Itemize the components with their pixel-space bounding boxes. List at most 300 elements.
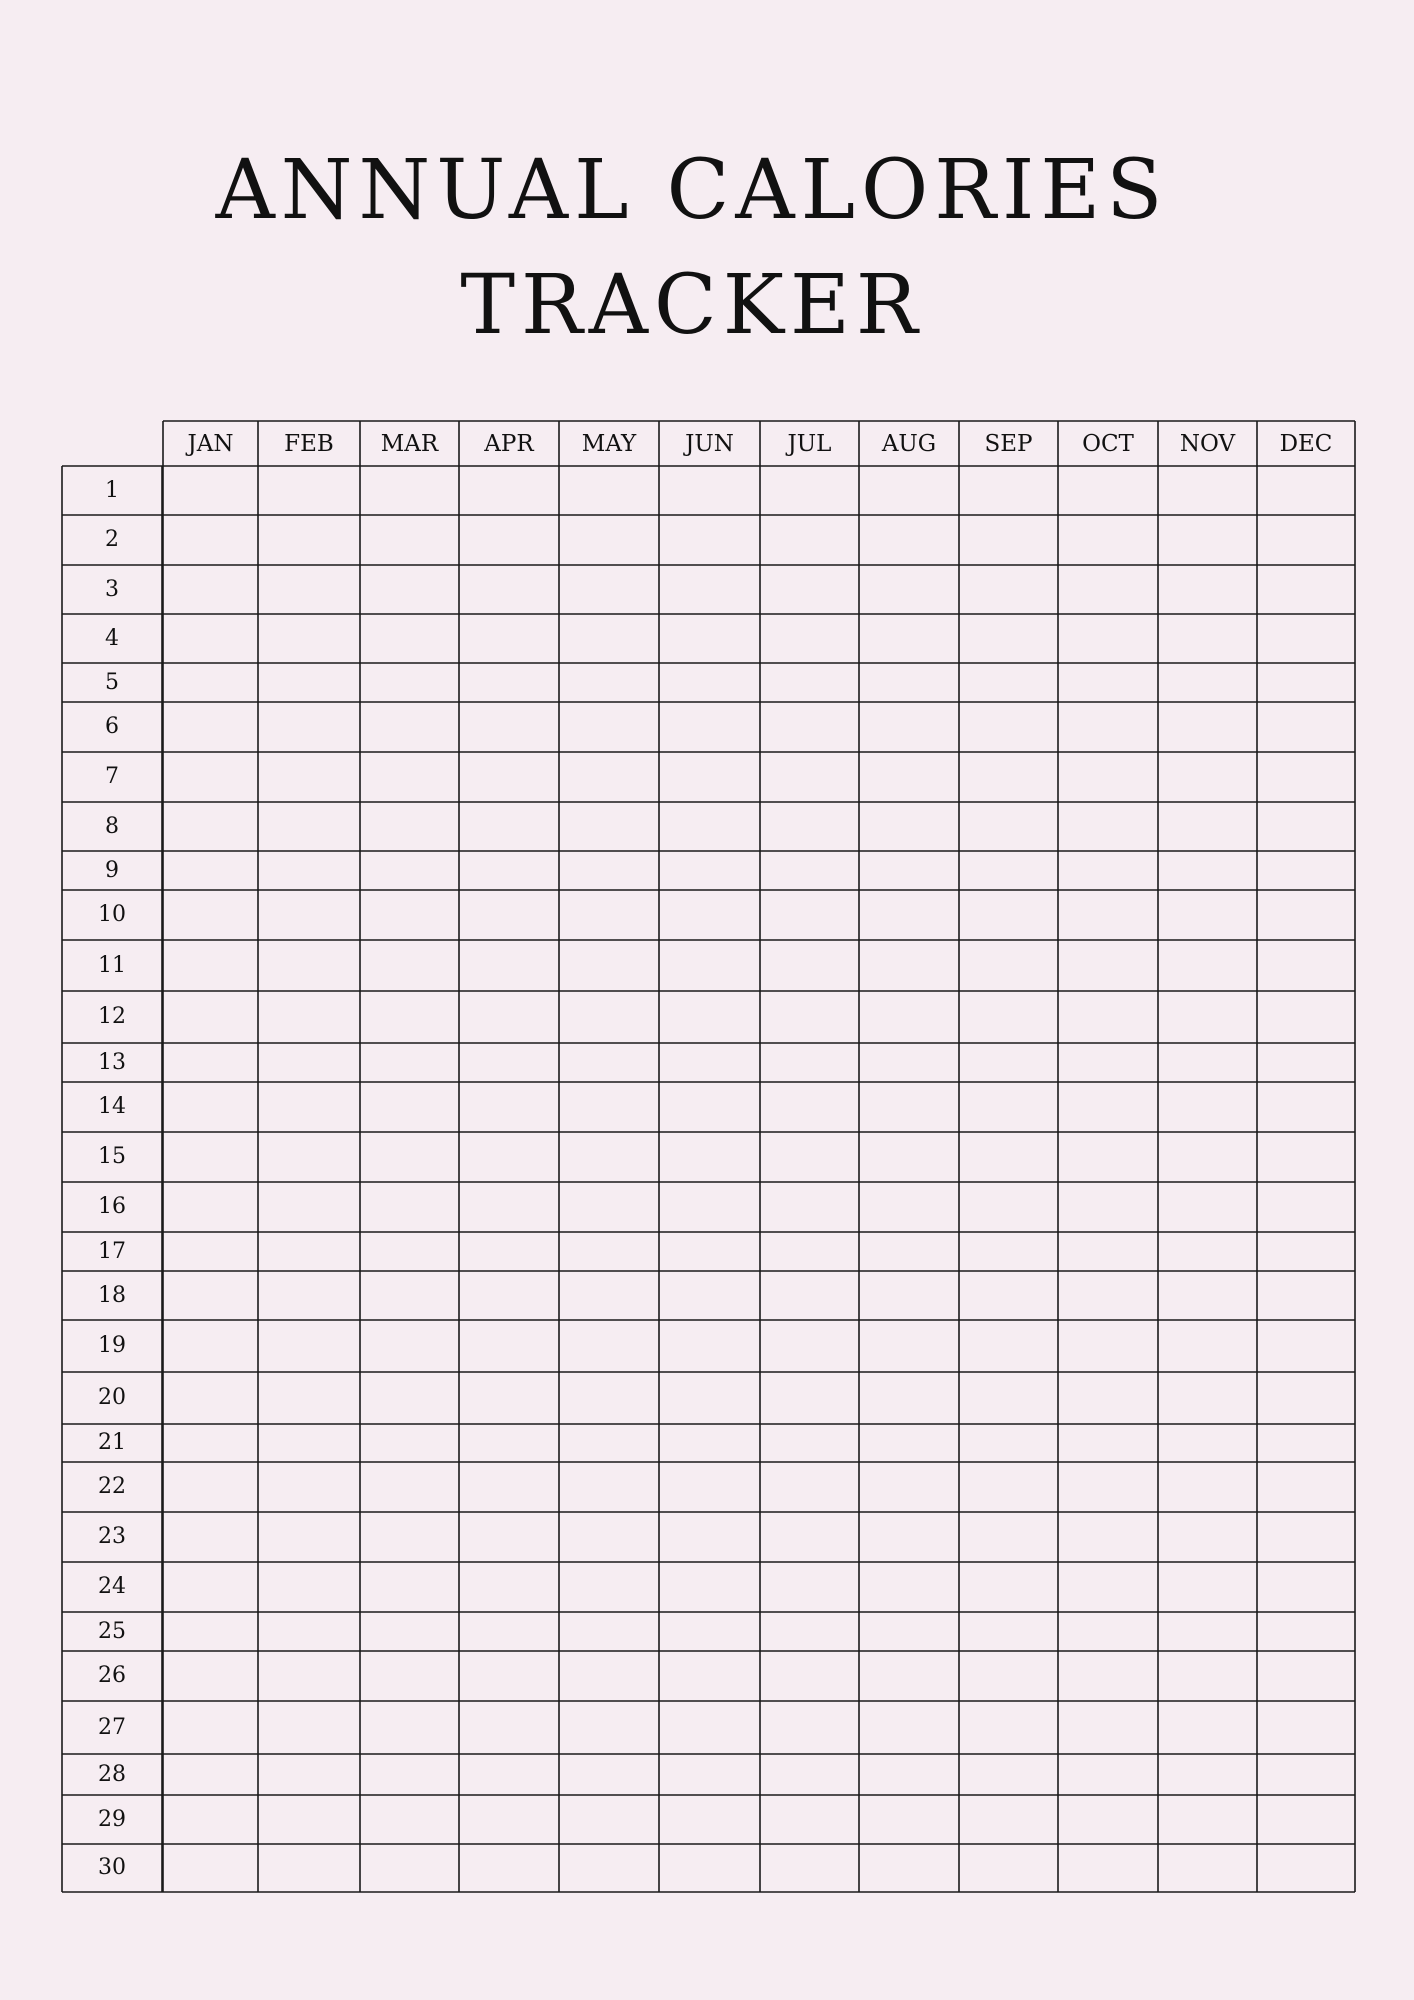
calorie-cell-mar-3[interactable] bbox=[360, 565, 459, 614]
calorie-cell-sep-6[interactable] bbox=[959, 702, 1058, 752]
calorie-cell-aug-26[interactable] bbox=[859, 1651, 959, 1701]
calorie-cell-mar-7[interactable] bbox=[360, 752, 459, 802]
calorie-cell-feb-15[interactable] bbox=[258, 1132, 360, 1182]
calorie-cell-feb-21[interactable] bbox=[258, 1424, 360, 1462]
calorie-cell-jan-22[interactable] bbox=[163, 1462, 258, 1512]
calorie-cell-may-20[interactable] bbox=[559, 1372, 659, 1424]
calorie-cell-aug-20[interactable] bbox=[859, 1372, 959, 1424]
calorie-cell-jul-26[interactable] bbox=[760, 1651, 859, 1701]
calorie-cell-aug-7[interactable] bbox=[859, 752, 959, 802]
calorie-cell-aug-29[interactable] bbox=[859, 1795, 959, 1844]
calorie-cell-jan-26[interactable] bbox=[163, 1651, 258, 1701]
calorie-cell-mar-29[interactable] bbox=[360, 1795, 459, 1844]
calorie-cell-feb-6[interactable] bbox=[258, 702, 360, 752]
calorie-cell-feb-19[interactable] bbox=[258, 1320, 360, 1372]
calorie-cell-jan-9[interactable] bbox=[163, 851, 258, 890]
calorie-cell-dec-8[interactable] bbox=[1257, 802, 1355, 851]
calorie-cell-feb-13[interactable] bbox=[258, 1043, 360, 1082]
calorie-cell-sep-10[interactable] bbox=[959, 890, 1058, 940]
calorie-cell-jun-6[interactable] bbox=[659, 702, 760, 752]
calorie-cell-jun-19[interactable] bbox=[659, 1320, 760, 1372]
calorie-cell-feb-29[interactable] bbox=[258, 1795, 360, 1844]
calorie-cell-jun-26[interactable] bbox=[659, 1651, 760, 1701]
calorie-cell-sep-26[interactable] bbox=[959, 1651, 1058, 1701]
calorie-cell-mar-14[interactable] bbox=[360, 1082, 459, 1132]
calorie-cell-may-21[interactable] bbox=[559, 1424, 659, 1462]
calorie-cell-dec-5[interactable] bbox=[1257, 663, 1355, 702]
calorie-cell-may-5[interactable] bbox=[559, 663, 659, 702]
calorie-cell-may-26[interactable] bbox=[559, 1651, 659, 1701]
calorie-cell-feb-30[interactable] bbox=[258, 1844, 360, 1892]
calorie-cell-jul-9[interactable] bbox=[760, 851, 859, 890]
calorie-cell-nov-6[interactable] bbox=[1158, 702, 1257, 752]
calorie-cell-dec-6[interactable] bbox=[1257, 702, 1355, 752]
calorie-cell-apr-4[interactable] bbox=[459, 614, 559, 663]
calorie-cell-sep-23[interactable] bbox=[959, 1512, 1058, 1562]
calorie-cell-jan-16[interactable] bbox=[163, 1182, 258, 1232]
calorie-cell-mar-26[interactable] bbox=[360, 1651, 459, 1701]
calorie-cell-jan-29[interactable] bbox=[163, 1795, 258, 1844]
calorie-cell-aug-23[interactable] bbox=[859, 1512, 959, 1562]
calorie-cell-apr-12[interactable] bbox=[459, 991, 559, 1043]
calorie-cell-may-29[interactable] bbox=[559, 1795, 659, 1844]
calorie-cell-nov-24[interactable] bbox=[1158, 1562, 1257, 1612]
calorie-cell-aug-2[interactable] bbox=[859, 515, 959, 565]
calorie-cell-apr-18[interactable] bbox=[459, 1271, 559, 1320]
calorie-cell-mar-23[interactable] bbox=[360, 1512, 459, 1562]
calorie-cell-jun-25[interactable] bbox=[659, 1612, 760, 1651]
calorie-cell-sep-20[interactable] bbox=[959, 1372, 1058, 1424]
calorie-cell-jul-1[interactable] bbox=[760, 466, 859, 515]
calorie-cell-apr-15[interactable] bbox=[459, 1132, 559, 1182]
calorie-cell-jun-5[interactable] bbox=[659, 663, 760, 702]
calorie-cell-mar-19[interactable] bbox=[360, 1320, 459, 1372]
calorie-cell-aug-21[interactable] bbox=[859, 1424, 959, 1462]
calorie-cell-nov-14[interactable] bbox=[1158, 1082, 1257, 1132]
calorie-cell-may-11[interactable] bbox=[559, 940, 659, 991]
calorie-cell-jan-18[interactable] bbox=[163, 1271, 258, 1320]
calorie-cell-apr-6[interactable] bbox=[459, 702, 559, 752]
calorie-cell-jun-9[interactable] bbox=[659, 851, 760, 890]
calorie-cell-dec-11[interactable] bbox=[1257, 940, 1355, 991]
calorie-cell-apr-9[interactable] bbox=[459, 851, 559, 890]
calorie-cell-may-4[interactable] bbox=[559, 614, 659, 663]
calorie-cell-sep-15[interactable] bbox=[959, 1132, 1058, 1182]
calorie-cell-sep-29[interactable] bbox=[959, 1795, 1058, 1844]
calorie-cell-dec-27[interactable] bbox=[1257, 1701, 1355, 1754]
calorie-cell-mar-17[interactable] bbox=[360, 1232, 459, 1271]
calorie-cell-jan-12[interactable] bbox=[163, 991, 258, 1043]
calorie-cell-oct-24[interactable] bbox=[1058, 1562, 1158, 1612]
calorie-cell-mar-15[interactable] bbox=[360, 1132, 459, 1182]
calorie-cell-oct-1[interactable] bbox=[1058, 466, 1158, 515]
calorie-cell-dec-29[interactable] bbox=[1257, 1795, 1355, 1844]
calorie-cell-apr-27[interactable] bbox=[459, 1701, 559, 1754]
calorie-cell-aug-13[interactable] bbox=[859, 1043, 959, 1082]
calorie-cell-dec-3[interactable] bbox=[1257, 565, 1355, 614]
calorie-cell-jan-15[interactable] bbox=[163, 1132, 258, 1182]
calorie-cell-nov-11[interactable] bbox=[1158, 940, 1257, 991]
calorie-cell-jan-23[interactable] bbox=[163, 1512, 258, 1562]
calorie-cell-dec-10[interactable] bbox=[1257, 890, 1355, 940]
calorie-cell-aug-11[interactable] bbox=[859, 940, 959, 991]
calorie-cell-jul-10[interactable] bbox=[760, 890, 859, 940]
calorie-cell-jun-10[interactable] bbox=[659, 890, 760, 940]
calorie-cell-jul-22[interactable] bbox=[760, 1462, 859, 1512]
calorie-cell-feb-20[interactable] bbox=[258, 1372, 360, 1424]
calorie-cell-oct-8[interactable] bbox=[1058, 802, 1158, 851]
calorie-cell-dec-20[interactable] bbox=[1257, 1372, 1355, 1424]
calorie-cell-nov-9[interactable] bbox=[1158, 851, 1257, 890]
calorie-cell-nov-17[interactable] bbox=[1158, 1232, 1257, 1271]
calorie-cell-mar-6[interactable] bbox=[360, 702, 459, 752]
calorie-cell-feb-7[interactable] bbox=[258, 752, 360, 802]
calorie-cell-apr-23[interactable] bbox=[459, 1512, 559, 1562]
calorie-cell-may-18[interactable] bbox=[559, 1271, 659, 1320]
calorie-cell-may-15[interactable] bbox=[559, 1132, 659, 1182]
calorie-cell-apr-25[interactable] bbox=[459, 1612, 559, 1651]
calorie-cell-dec-18[interactable] bbox=[1257, 1271, 1355, 1320]
calorie-cell-oct-28[interactable] bbox=[1058, 1754, 1158, 1795]
calorie-cell-mar-11[interactable] bbox=[360, 940, 459, 991]
calorie-cell-may-13[interactable] bbox=[559, 1043, 659, 1082]
calorie-cell-dec-25[interactable] bbox=[1257, 1612, 1355, 1651]
calorie-cell-nov-21[interactable] bbox=[1158, 1424, 1257, 1462]
calorie-cell-oct-10[interactable] bbox=[1058, 890, 1158, 940]
calorie-cell-apr-22[interactable] bbox=[459, 1462, 559, 1512]
calorie-cell-may-7[interactable] bbox=[559, 752, 659, 802]
calorie-cell-apr-2[interactable] bbox=[459, 515, 559, 565]
calorie-cell-nov-5[interactable] bbox=[1158, 663, 1257, 702]
calorie-cell-aug-10[interactable] bbox=[859, 890, 959, 940]
calorie-cell-jan-8[interactable] bbox=[163, 802, 258, 851]
calorie-cell-dec-17[interactable] bbox=[1257, 1232, 1355, 1271]
calorie-cell-may-19[interactable] bbox=[559, 1320, 659, 1372]
calorie-cell-feb-18[interactable] bbox=[258, 1271, 360, 1320]
calorie-cell-sep-9[interactable] bbox=[959, 851, 1058, 890]
calorie-cell-dec-7[interactable] bbox=[1257, 752, 1355, 802]
calorie-cell-jul-23[interactable] bbox=[760, 1512, 859, 1562]
calorie-cell-jan-25[interactable] bbox=[163, 1612, 258, 1651]
calorie-cell-sep-13[interactable] bbox=[959, 1043, 1058, 1082]
calorie-cell-jun-28[interactable] bbox=[659, 1754, 760, 1795]
calorie-cell-sep-1[interactable] bbox=[959, 466, 1058, 515]
calorie-cell-apr-17[interactable] bbox=[459, 1232, 559, 1271]
calorie-cell-mar-4[interactable] bbox=[360, 614, 459, 663]
calorie-cell-sep-16[interactable] bbox=[959, 1182, 1058, 1232]
calorie-cell-apr-28[interactable] bbox=[459, 1754, 559, 1795]
calorie-cell-apr-7[interactable] bbox=[459, 752, 559, 802]
calorie-cell-jun-29[interactable] bbox=[659, 1795, 760, 1844]
calorie-cell-nov-12[interactable] bbox=[1158, 991, 1257, 1043]
calorie-cell-aug-9[interactable] bbox=[859, 851, 959, 890]
calorie-cell-dec-9[interactable] bbox=[1257, 851, 1355, 890]
calorie-cell-dec-16[interactable] bbox=[1257, 1182, 1355, 1232]
calorie-cell-jul-14[interactable] bbox=[760, 1082, 859, 1132]
calorie-cell-jul-20[interactable] bbox=[760, 1372, 859, 1424]
calorie-cell-apr-13[interactable] bbox=[459, 1043, 559, 1082]
calorie-cell-nov-16[interactable] bbox=[1158, 1182, 1257, 1232]
calorie-cell-jul-15[interactable] bbox=[760, 1132, 859, 1182]
calorie-cell-feb-11[interactable] bbox=[258, 940, 360, 991]
calorie-cell-may-24[interactable] bbox=[559, 1562, 659, 1612]
calorie-cell-jul-27[interactable] bbox=[760, 1701, 859, 1754]
calorie-cell-may-14[interactable] bbox=[559, 1082, 659, 1132]
calorie-cell-feb-1[interactable] bbox=[258, 466, 360, 515]
calorie-cell-feb-4[interactable] bbox=[258, 614, 360, 663]
calorie-cell-apr-5[interactable] bbox=[459, 663, 559, 702]
calorie-cell-feb-2[interactable] bbox=[258, 515, 360, 565]
calorie-cell-may-27[interactable] bbox=[559, 1701, 659, 1754]
calorie-cell-jul-4[interactable] bbox=[760, 614, 859, 663]
calorie-cell-mar-1[interactable] bbox=[360, 466, 459, 515]
calorie-cell-nov-13[interactable] bbox=[1158, 1043, 1257, 1082]
calorie-cell-jun-15[interactable] bbox=[659, 1132, 760, 1182]
calorie-cell-dec-26[interactable] bbox=[1257, 1651, 1355, 1701]
calorie-cell-oct-20[interactable] bbox=[1058, 1372, 1158, 1424]
calorie-cell-jun-20[interactable] bbox=[659, 1372, 760, 1424]
calorie-cell-apr-20[interactable] bbox=[459, 1372, 559, 1424]
calorie-cell-may-25[interactable] bbox=[559, 1612, 659, 1651]
calorie-cell-jan-3[interactable] bbox=[163, 565, 258, 614]
calorie-cell-aug-22[interactable] bbox=[859, 1462, 959, 1512]
calorie-cell-feb-25[interactable] bbox=[258, 1612, 360, 1651]
calorie-cell-mar-16[interactable] bbox=[360, 1182, 459, 1232]
calorie-cell-mar-21[interactable] bbox=[360, 1424, 459, 1462]
calorie-cell-sep-18[interactable] bbox=[959, 1271, 1058, 1320]
calorie-cell-oct-26[interactable] bbox=[1058, 1651, 1158, 1701]
calorie-cell-oct-19[interactable] bbox=[1058, 1320, 1158, 1372]
calorie-cell-aug-14[interactable] bbox=[859, 1082, 959, 1132]
calorie-cell-oct-7[interactable] bbox=[1058, 752, 1158, 802]
calorie-cell-apr-14[interactable] bbox=[459, 1082, 559, 1132]
calorie-cell-dec-21[interactable] bbox=[1257, 1424, 1355, 1462]
calorie-cell-apr-1[interactable] bbox=[459, 466, 559, 515]
calorie-cell-aug-5[interactable] bbox=[859, 663, 959, 702]
calorie-cell-may-8[interactable] bbox=[559, 802, 659, 851]
calorie-cell-jan-19[interactable] bbox=[163, 1320, 258, 1372]
calorie-cell-jul-29[interactable] bbox=[760, 1795, 859, 1844]
calorie-cell-oct-27[interactable] bbox=[1058, 1701, 1158, 1754]
calorie-cell-jan-2[interactable] bbox=[163, 515, 258, 565]
calorie-cell-mar-2[interactable] bbox=[360, 515, 459, 565]
calorie-cell-mar-13[interactable] bbox=[360, 1043, 459, 1082]
calorie-cell-jul-7[interactable] bbox=[760, 752, 859, 802]
calorie-cell-feb-23[interactable] bbox=[258, 1512, 360, 1562]
calorie-cell-oct-16[interactable] bbox=[1058, 1182, 1158, 1232]
calorie-cell-mar-27[interactable] bbox=[360, 1701, 459, 1754]
calorie-cell-mar-30[interactable] bbox=[360, 1844, 459, 1892]
calorie-cell-jul-12[interactable] bbox=[760, 991, 859, 1043]
calorie-cell-feb-26[interactable] bbox=[258, 1651, 360, 1701]
calorie-cell-dec-24[interactable] bbox=[1257, 1562, 1355, 1612]
calorie-cell-jan-7[interactable] bbox=[163, 752, 258, 802]
calorie-cell-feb-3[interactable] bbox=[258, 565, 360, 614]
calorie-cell-jul-19[interactable] bbox=[760, 1320, 859, 1372]
calorie-cell-jan-1[interactable] bbox=[163, 466, 258, 515]
calorie-cell-feb-8[interactable] bbox=[258, 802, 360, 851]
calorie-cell-nov-2[interactable] bbox=[1158, 515, 1257, 565]
calorie-cell-may-22[interactable] bbox=[559, 1462, 659, 1512]
calorie-cell-feb-16[interactable] bbox=[258, 1182, 360, 1232]
calorie-cell-jul-3[interactable] bbox=[760, 565, 859, 614]
calorie-cell-nov-27[interactable] bbox=[1158, 1701, 1257, 1754]
calorie-cell-apr-30[interactable] bbox=[459, 1844, 559, 1892]
calorie-cell-nov-3[interactable] bbox=[1158, 565, 1257, 614]
calorie-cell-jun-11[interactable] bbox=[659, 940, 760, 991]
calorie-cell-aug-4[interactable] bbox=[859, 614, 959, 663]
calorie-cell-jan-24[interactable] bbox=[163, 1562, 258, 1612]
calorie-cell-dec-12[interactable] bbox=[1257, 991, 1355, 1043]
calorie-cell-aug-28[interactable] bbox=[859, 1754, 959, 1795]
calorie-cell-aug-18[interactable] bbox=[859, 1271, 959, 1320]
calorie-cell-apr-19[interactable] bbox=[459, 1320, 559, 1372]
calorie-cell-nov-25[interactable] bbox=[1158, 1612, 1257, 1651]
calorie-cell-feb-5[interactable] bbox=[258, 663, 360, 702]
calorie-cell-jul-30[interactable] bbox=[760, 1844, 859, 1892]
calorie-cell-apr-3[interactable] bbox=[459, 565, 559, 614]
calorie-cell-mar-9[interactable] bbox=[360, 851, 459, 890]
calorie-cell-jul-2[interactable] bbox=[760, 515, 859, 565]
calorie-cell-jan-17[interactable] bbox=[163, 1232, 258, 1271]
calorie-cell-oct-9[interactable] bbox=[1058, 851, 1158, 890]
calorie-cell-oct-21[interactable] bbox=[1058, 1424, 1158, 1462]
calorie-cell-jul-25[interactable] bbox=[760, 1612, 859, 1651]
calorie-cell-jul-11[interactable] bbox=[760, 940, 859, 991]
calorie-cell-jul-8[interactable] bbox=[760, 802, 859, 851]
calorie-cell-jun-18[interactable] bbox=[659, 1271, 760, 1320]
calorie-cell-jun-21[interactable] bbox=[659, 1424, 760, 1462]
calorie-cell-may-16[interactable] bbox=[559, 1182, 659, 1232]
calorie-cell-aug-6[interactable] bbox=[859, 702, 959, 752]
calorie-cell-jun-4[interactable] bbox=[659, 614, 760, 663]
calorie-cell-sep-25[interactable] bbox=[959, 1612, 1058, 1651]
calorie-cell-may-10[interactable] bbox=[559, 890, 659, 940]
calorie-cell-aug-12[interactable] bbox=[859, 991, 959, 1043]
calorie-cell-nov-1[interactable] bbox=[1158, 466, 1257, 515]
calorie-cell-aug-15[interactable] bbox=[859, 1132, 959, 1182]
calorie-cell-oct-13[interactable] bbox=[1058, 1043, 1158, 1082]
calorie-cell-dec-15[interactable] bbox=[1257, 1132, 1355, 1182]
calorie-cell-mar-24[interactable] bbox=[360, 1562, 459, 1612]
calorie-cell-may-17[interactable] bbox=[559, 1232, 659, 1271]
calorie-cell-oct-3[interactable] bbox=[1058, 565, 1158, 614]
calorie-cell-apr-16[interactable] bbox=[459, 1182, 559, 1232]
calorie-cell-jan-28[interactable] bbox=[163, 1754, 258, 1795]
calorie-cell-apr-10[interactable] bbox=[459, 890, 559, 940]
calorie-cell-may-1[interactable] bbox=[559, 466, 659, 515]
calorie-cell-jan-6[interactable] bbox=[163, 702, 258, 752]
calorie-cell-oct-22[interactable] bbox=[1058, 1462, 1158, 1512]
calorie-cell-aug-1[interactable] bbox=[859, 466, 959, 515]
calorie-cell-jun-12[interactable] bbox=[659, 991, 760, 1043]
calorie-cell-nov-26[interactable] bbox=[1158, 1651, 1257, 1701]
calorie-cell-may-23[interactable] bbox=[559, 1512, 659, 1562]
calorie-cell-apr-8[interactable] bbox=[459, 802, 559, 851]
calorie-cell-nov-10[interactable] bbox=[1158, 890, 1257, 940]
calorie-cell-may-28[interactable] bbox=[559, 1754, 659, 1795]
calorie-cell-jan-20[interactable] bbox=[163, 1372, 258, 1424]
calorie-cell-sep-19[interactable] bbox=[959, 1320, 1058, 1372]
calorie-cell-nov-7[interactable] bbox=[1158, 752, 1257, 802]
calorie-cell-jul-24[interactable] bbox=[760, 1562, 859, 1612]
calorie-cell-nov-8[interactable] bbox=[1158, 802, 1257, 851]
calorie-cell-jun-8[interactable] bbox=[659, 802, 760, 851]
calorie-cell-aug-3[interactable] bbox=[859, 565, 959, 614]
calorie-cell-sep-2[interactable] bbox=[959, 515, 1058, 565]
calorie-cell-apr-21[interactable] bbox=[459, 1424, 559, 1462]
calorie-cell-jun-13[interactable] bbox=[659, 1043, 760, 1082]
calorie-cell-sep-17[interactable] bbox=[959, 1232, 1058, 1271]
calorie-cell-mar-25[interactable] bbox=[360, 1612, 459, 1651]
calorie-cell-sep-4[interactable] bbox=[959, 614, 1058, 663]
calorie-cell-feb-22[interactable] bbox=[258, 1462, 360, 1512]
calorie-cell-jun-27[interactable] bbox=[659, 1701, 760, 1754]
calorie-cell-jun-2[interactable] bbox=[659, 515, 760, 565]
calorie-cell-oct-17[interactable] bbox=[1058, 1232, 1158, 1271]
calorie-cell-sep-28[interactable] bbox=[959, 1754, 1058, 1795]
calorie-cell-oct-12[interactable] bbox=[1058, 991, 1158, 1043]
calorie-cell-jun-23[interactable] bbox=[659, 1512, 760, 1562]
calorie-cell-nov-29[interactable] bbox=[1158, 1795, 1257, 1844]
calorie-cell-jan-14[interactable] bbox=[163, 1082, 258, 1132]
calorie-cell-dec-28[interactable] bbox=[1257, 1754, 1355, 1795]
calorie-cell-jan-11[interactable] bbox=[163, 940, 258, 991]
calorie-cell-oct-14[interactable] bbox=[1058, 1082, 1158, 1132]
calorie-cell-jun-3[interactable] bbox=[659, 565, 760, 614]
calorie-cell-jun-1[interactable] bbox=[659, 466, 760, 515]
calorie-cell-nov-20[interactable] bbox=[1158, 1372, 1257, 1424]
calorie-cell-dec-4[interactable] bbox=[1257, 614, 1355, 663]
calorie-cell-jun-22[interactable] bbox=[659, 1462, 760, 1512]
calorie-cell-aug-8[interactable] bbox=[859, 802, 959, 851]
calorie-cell-aug-30[interactable] bbox=[859, 1844, 959, 1892]
calorie-cell-mar-12[interactable] bbox=[360, 991, 459, 1043]
calorie-cell-may-6[interactable] bbox=[559, 702, 659, 752]
calorie-cell-oct-11[interactable] bbox=[1058, 940, 1158, 991]
calorie-cell-jul-16[interactable] bbox=[760, 1182, 859, 1232]
calorie-cell-oct-6[interactable] bbox=[1058, 702, 1158, 752]
calorie-cell-feb-28[interactable] bbox=[258, 1754, 360, 1795]
calorie-cell-nov-19[interactable] bbox=[1158, 1320, 1257, 1372]
calorie-cell-jan-27[interactable] bbox=[163, 1701, 258, 1754]
calorie-cell-mar-22[interactable] bbox=[360, 1462, 459, 1512]
calorie-cell-nov-23[interactable] bbox=[1158, 1512, 1257, 1562]
calorie-cell-oct-15[interactable] bbox=[1058, 1132, 1158, 1182]
calorie-cell-aug-25[interactable] bbox=[859, 1612, 959, 1651]
calorie-cell-jun-14[interactable] bbox=[659, 1082, 760, 1132]
calorie-cell-dec-22[interactable] bbox=[1257, 1462, 1355, 1512]
calorie-cell-feb-10[interactable] bbox=[258, 890, 360, 940]
calorie-cell-nov-18[interactable] bbox=[1158, 1271, 1257, 1320]
calorie-cell-sep-21[interactable] bbox=[959, 1424, 1058, 1462]
calorie-cell-apr-24[interactable] bbox=[459, 1562, 559, 1612]
calorie-cell-nov-15[interactable] bbox=[1158, 1132, 1257, 1182]
calorie-cell-may-12[interactable] bbox=[559, 991, 659, 1043]
calorie-cell-dec-1[interactable] bbox=[1257, 466, 1355, 515]
calorie-cell-dec-23[interactable] bbox=[1257, 1512, 1355, 1562]
calorie-cell-mar-18[interactable] bbox=[360, 1271, 459, 1320]
calorie-cell-may-9[interactable] bbox=[559, 851, 659, 890]
calorie-cell-may-3[interactable] bbox=[559, 565, 659, 614]
calorie-cell-sep-24[interactable] bbox=[959, 1562, 1058, 1612]
calorie-cell-oct-4[interactable] bbox=[1058, 614, 1158, 663]
calorie-cell-nov-4[interactable] bbox=[1158, 614, 1257, 663]
calorie-cell-feb-24[interactable] bbox=[258, 1562, 360, 1612]
calorie-cell-aug-16[interactable] bbox=[859, 1182, 959, 1232]
calorie-cell-jul-13[interactable] bbox=[760, 1043, 859, 1082]
calorie-cell-jan-21[interactable] bbox=[163, 1424, 258, 1462]
